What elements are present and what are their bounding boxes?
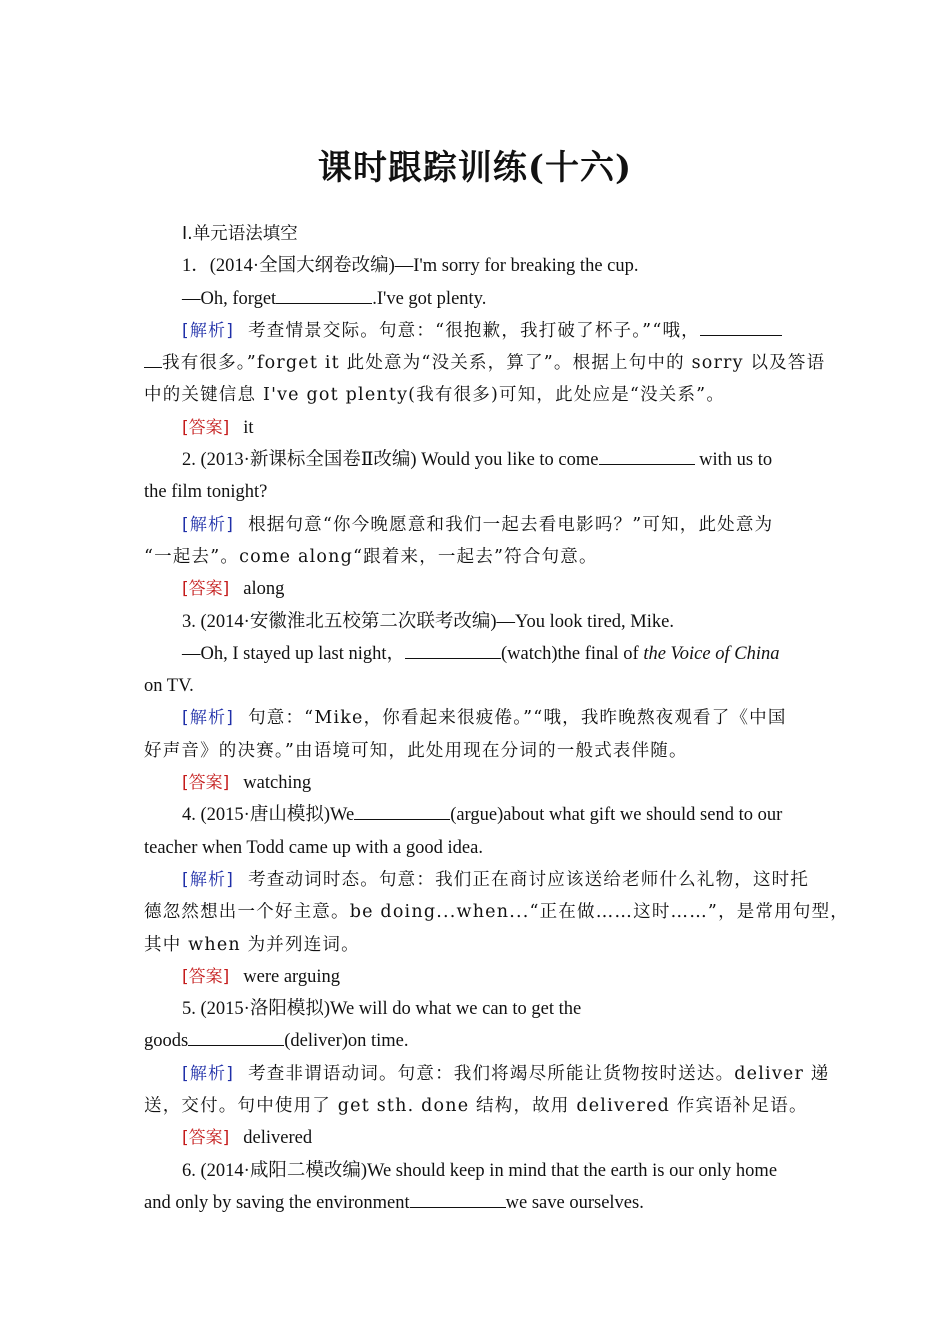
analysis-text: 考查情景交际。句意：“很抱歉，我打破了杯子。”“哦， bbox=[248, 320, 700, 341]
analysis-label: [解析] bbox=[182, 1063, 235, 1084]
question-5-line-2 bbox=[144, 1025, 808, 1057]
analysis-1-line-3: 中的关键信息 I've got plenty(我有很多)可知，此处应是“没关系”。 bbox=[144, 385, 726, 406]
analysis-4-line-2: 德忽然想出一个好主意。be doing...when...“正在做……这时……”，是常用句型， bbox=[144, 902, 849, 923]
analysis-label: [解析] bbox=[182, 514, 235, 535]
answer-blank[interactable] bbox=[410, 1191, 506, 1208]
answer-blank[interactable] bbox=[144, 351, 162, 368]
answer-blank[interactable] bbox=[405, 642, 501, 659]
question-6-line-1: 6. (2014·咸阳二模改编)We should keep in mind that the earth is our only home bbox=[182, 1160, 778, 1181]
question-4-text-end: (argue)about what gift we should send to our bbox=[450, 805, 783, 826]
answer-label: [答案] bbox=[182, 1128, 230, 1149]
question-3-title-italic: the Voice of China bbox=[643, 643, 780, 664]
answer-4 bbox=[144, 961, 808, 993]
answer-5 bbox=[144, 1122, 808, 1154]
exercise-content bbox=[144, 218, 849, 1219]
answer-blank[interactable] bbox=[188, 1029, 284, 1046]
analysis-label: [解析] bbox=[182, 708, 235, 729]
analysis-4-line-3: 其中 when 为并列连词。 bbox=[144, 934, 360, 955]
question-2-text: 2. (2013·新课标全国卷Ⅱ改编) Would you like to come bbox=[182, 450, 599, 471]
analysis-label: [解析] bbox=[182, 320, 235, 341]
question-4-text: 4. (2015·唐山模拟)We bbox=[182, 805, 355, 826]
answer-text: were arguing bbox=[243, 966, 341, 987]
answer-text: watching bbox=[243, 773, 312, 794]
question-1-text: —Oh, forget bbox=[182, 288, 277, 309]
question-4-line-1 bbox=[144, 799, 808, 831]
answer-blank[interactable] bbox=[354, 803, 450, 820]
question-3-text-mid: (watch)the final of bbox=[501, 643, 644, 664]
question-2-line-2: the film tonight? bbox=[144, 482, 268, 503]
analysis-text: 考查非谓语动词。句意：我们将竭尽所能让货物按时送达。deliver 递 bbox=[248, 1063, 830, 1084]
analysis-text: 考查动词时态。句意：我们正在商讨应该送给老师什么礼物，这时托 bbox=[248, 869, 810, 890]
answer-text: it bbox=[243, 417, 254, 438]
section-heading: Ⅰ.单元语法填空 bbox=[182, 224, 298, 244]
analysis-1-line-2 bbox=[144, 347, 826, 379]
question-5-line-1: 5. (2015·洛阳模拟)We will do what we can to get the bbox=[182, 999, 582, 1020]
answer-3 bbox=[144, 767, 808, 799]
answer-label: [答案] bbox=[182, 773, 230, 794]
question-6-text: and only by saving the environment bbox=[144, 1192, 410, 1213]
question-3-line-1: 3. (2014·安徽淮北五校第二次联考改编)—You look tired, Mike. bbox=[182, 611, 674, 632]
question-4-line-2: teacher when Todd came up with a good idea. bbox=[144, 837, 483, 858]
answer-blank[interactable] bbox=[276, 287, 372, 304]
question-2-line-1 bbox=[144, 444, 808, 476]
answer-label: [答案] bbox=[182, 417, 230, 438]
answer-text: along bbox=[243, 579, 285, 600]
question-2-text-end: with us to bbox=[694, 450, 773, 471]
question-1-text-end: .I've got plenty. bbox=[372, 288, 487, 309]
question-6-line-2 bbox=[144, 1187, 808, 1219]
analysis-2-line-1 bbox=[144, 509, 808, 541]
analysis-1-line-1 bbox=[144, 315, 808, 347]
answer-label: [答案] bbox=[182, 579, 230, 600]
answer-label: [答案] bbox=[182, 966, 230, 987]
analysis-5-line-2: 送，交付。句中使用了 get sth. done 结构，故用 delivered 作宾语补足语。 bbox=[144, 1096, 808, 1117]
analysis-label: [解析] bbox=[182, 869, 235, 890]
question-5-text: goods bbox=[144, 1031, 189, 1052]
answer-text: delivered bbox=[243, 1128, 313, 1149]
analysis-text: 根据句意“你今晚愿意和我们一起去看电影吗？”可知，此处意为 bbox=[248, 514, 774, 535]
analysis-text: 句意：“Mike，你看起来很疲倦。”“哦，我昨晚熬夜观看了《中国 bbox=[248, 708, 787, 729]
analysis-2-line-2: “一起去”。come along“跟着来，一起去”符合句意。 bbox=[144, 546, 598, 567]
answer-1 bbox=[144, 412, 808, 444]
question-5-text-end: (deliver)on time. bbox=[284, 1031, 409, 1052]
question-3-text: —Oh, I stayed up last night， bbox=[182, 643, 406, 664]
answer-2 bbox=[144, 573, 808, 605]
answer-blank[interactable] bbox=[599, 448, 695, 465]
analysis-text: 我有很多。”forget it 此处意为“没关系，算了”。根据上句中的 sorry 以及答语 bbox=[162, 353, 826, 374]
analysis-4-line-1 bbox=[144, 864, 808, 896]
analysis-3-line-1 bbox=[144, 702, 808, 734]
question-6-text-end: we save ourselves. bbox=[505, 1192, 644, 1213]
page-title: 课时跟踪训练(十六) bbox=[317, 148, 633, 188]
analysis-3-line-2: 好声音》的决赛。”由语境可知，此处用现在分词的一般式表伴随。 bbox=[144, 740, 688, 761]
question-3-line-3: on TV. bbox=[144, 676, 194, 697]
answer-blank[interactable] bbox=[700, 319, 782, 336]
question-1-line-1: 1．(2014·全国大纲卷改编)—I'm sorry for breaking the cup. bbox=[182, 256, 639, 277]
question-3-line-2 bbox=[144, 638, 808, 670]
question-1-line-2 bbox=[144, 283, 808, 315]
analysis-5-line-1 bbox=[144, 1058, 830, 1090]
